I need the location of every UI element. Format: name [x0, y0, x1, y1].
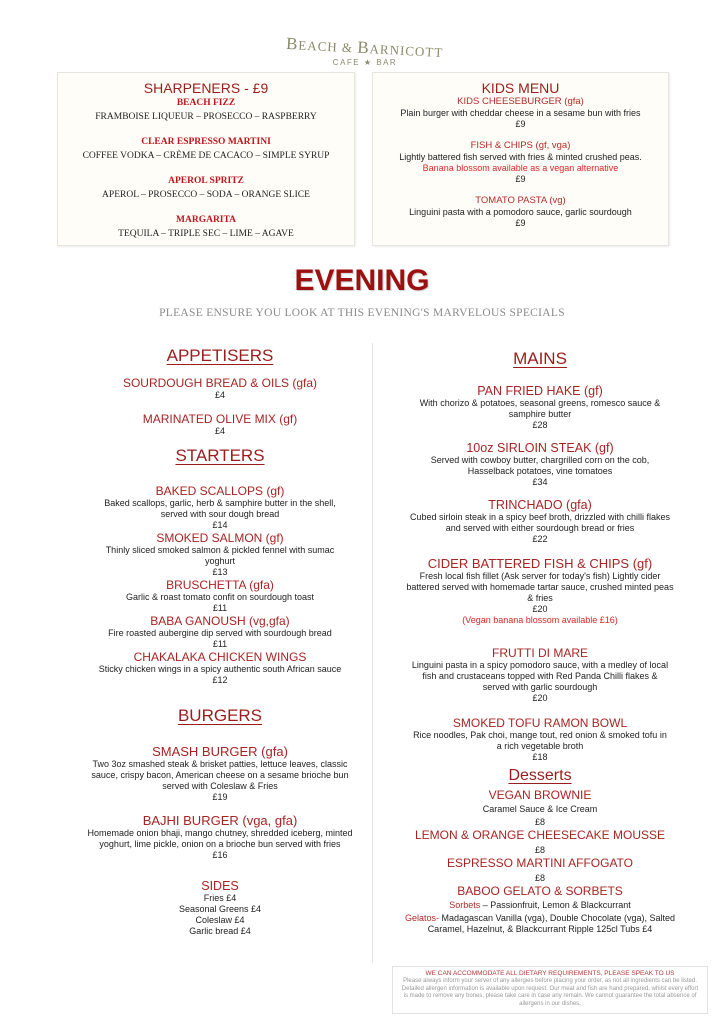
desserts-title: Desserts [508, 767, 572, 784]
drink-name: CLEAR ESPRESSO MARTINI [141, 137, 271, 147]
drink-name: MARGARITA [176, 215, 236, 225]
dessert-name: LEMON & ORANGE CHEESECAKE MOUSSE [414, 828, 666, 842]
kids-item-vegan-note: Banana blossom available as a vegan alternative [422, 163, 619, 173]
menu-item-name: CIDER BATTERED FISH & CHIPS (gf) [427, 556, 653, 571]
dessert-desc: Caramel Sauce & Ice Cream [482, 804, 598, 814]
drink-desc: TEQUILA – TRIPLE SEC – LIME – AGAVE [118, 229, 294, 239]
menu-item-price: £14 [212, 520, 228, 530]
kids-item-price: £9 [515, 119, 526, 129]
kids-item-desc: Lightly battered fish served with fries & minted crushed peas. [399, 152, 642, 162]
kids-item-price: £9 [515, 174, 526, 184]
evening-subtitle: PLEASE ENSURE YOU LOOK AT THIS EVENING'S MARVELOUS SPECIALS [159, 307, 565, 319]
sorbets-text: – Passionfruit, Lemon & Blackcurrant [480, 900, 631, 910]
menu-item-price: £19 [212, 792, 228, 802]
gelatos-label: Gelatos- [405, 913, 440, 923]
menu-item-name: BRUSCHETTA (gfa) [166, 578, 274, 592]
allergy-notice-title: WE CAN ACCOMMODATE ALL DIETARY REQUIREMENTS, PLEASE SPEAK TO US [425, 970, 675, 977]
drink-desc: APEROL – PROSECCO – SODA – ORANGE SLICE [102, 190, 310, 200]
menu-item-price: £16 [212, 850, 228, 860]
menu-item-name: MARINATED OLIVE MIX (gf) [142, 412, 298, 426]
kids-item-desc: Linguini pasta with a pomodoro sauce, garlic sourdough [409, 207, 632, 217]
kids-menu-title: KIDS MENU [481, 80, 560, 96]
menu-item-vegan-note: (Vegan banana blossom available £16) [462, 615, 618, 625]
sorbets-label: Sorbets [449, 900, 481, 910]
side-item: Seasonal Greens £4 [178, 904, 262, 914]
menu-item-price: £13 [212, 567, 228, 577]
allergy-notice [392, 966, 708, 1014]
left-column [70, 346, 370, 937]
evening-title: EVENING [294, 264, 430, 297]
menu-item-name: BABA GANOUSH (vg,gfa) [150, 614, 290, 628]
kids-item-name: TOMATO PASTA (vg) [475, 195, 566, 206]
side-item: Coleslaw £4 [195, 915, 245, 925]
menu-item-desc: Two 3oz smashed steak & brisket patties, lettuce leaves, classic sauce, crispy bacon, American cheese on a sesame brioche bun served with Coleslaw & Fries [91, 759, 349, 791]
menu-item-desc: Rice noodles, Pak choi, mange tout, red onion & smoked tofu in a rich vegetable broth [413, 730, 667, 751]
logo-subtitle: CAFE ★ BAR [332, 58, 398, 67]
kids-item-name: FISH & CHIPS (gf, vga) [470, 140, 571, 151]
starters-title: STARTERS [175, 446, 265, 465]
menu-item-desc: Homemade onion bhaji, mango chutney, shredded iceberg, minted yoghurt, lime pickle, onion on a brioche bun served with fries [87, 828, 353, 849]
drink-name: BEACH FIZZ [176, 98, 236, 108]
gelatos-text: Madagascan Vanilla (vga), Double Chocolate (vga), Salted Caramel, Hazelnut, & Blackcurrant Ripple 125cl Tubs £4 [427, 913, 675, 934]
menu-item-name: CHAKALAKA CHICKEN WINGS [133, 650, 307, 664]
menu-item-name: BAJHI BURGER (vga, gfa) [142, 813, 298, 828]
menu-item-price: £34 [532, 477, 548, 487]
side-item: Fries £4 [203, 893, 237, 903]
menu-item-desc: Fire roasted aubergine dip served with sourdough bread [108, 628, 332, 638]
menu-item-price: £22 [532, 534, 548, 544]
drink-desc: FRAMBOISE LIQUEUR – PROSECCO – RASPBERRY [95, 112, 317, 122]
menu-item-name: TRINCHADO (gfa) [488, 498, 592, 512]
menu-item-price: £11 [212, 639, 228, 649]
gelatos-line [390, 913, 690, 935]
menu-item-price: £4 [214, 390, 225, 400]
menu-item-desc: Cubed sirloin steak in a spicy beef broth, drizzled with chilli flakes and served with either sourdough bread or fries [409, 512, 671, 533]
allergy-notice-text: Please always inform your server of any allergies before placing your order, as not all ingredients can be listed. Detailed allergen information is available upon request. Our meat and fish are hand prepared, whilst every effort is made to remove any bones, please take care in case any remain. We cannot guarantee the total absence of allergens in our dishes. [401, 978, 699, 1007]
menu-item-desc: Garlic & roast tomato confit on sourdough toast [125, 592, 315, 602]
dessert-price: £8 [534, 817, 545, 827]
menu-item-name: FRUTTI DI MARE [492, 646, 588, 660]
dessert-name: BABOO GELATO & SORBETS [457, 884, 623, 898]
menu-item-name: SMOKED TOFU RAMON BOWL [452, 716, 628, 730]
menu-item-name: 10oz SIRLOIN STEAK (gf) [466, 441, 614, 455]
menu-item-price: £28 [532, 420, 548, 430]
menu-item-name: SOURDOUGH BREAD & OILS (gfa) [122, 376, 318, 390]
drink-name: APEROL SPRITZ [168, 176, 244, 186]
logo-brand: BEACH & BARNICOTT [285, 33, 444, 61]
sorbets-line [390, 900, 690, 911]
menu-item-name: PAN FRIED HAKE (gf) [477, 384, 603, 398]
right-column [390, 349, 690, 935]
menu-item-name: SMASH BURGER (gfa) [152, 744, 288, 759]
kids-item-price: £9 [515, 218, 526, 228]
menu-item-desc: Thinly sliced smoked salmon & pickled fennel with sumac yoghurt [105, 545, 335, 566]
mains-title: MAINS [513, 349, 567, 368]
menu-item-price: £4 [214, 426, 225, 436]
menu-item-desc: Served with cowboy butter, chargrilled corn on the cob, Hasselback potatoes, vine tomatoes [430, 455, 650, 476]
kids-item-desc: Plain burger with cheddar cheese in a sesame bun with fries [400, 108, 641, 118]
side-item: Garlic bread £4 [189, 926, 251, 936]
menu-item-desc: Baked scallops, garlic, herb & samphire butter in the shell, served with sour dough bread [104, 498, 336, 519]
menu-item-price: £20 [532, 693, 548, 703]
dessert-price: £8 [534, 845, 545, 855]
menu-item-name: BAKED SCALLOPS (gf) [155, 484, 285, 498]
kids-item-name: KIDS CHEESEBURGER (gfa) [457, 96, 584, 107]
sharpeners-title: SHARPENERS - £9 [143, 80, 269, 96]
column-divider [372, 343, 373, 963]
burgers-title: BURGERS [177, 706, 263, 725]
drink-desc: COFFEE VODKA – CRÈME DE CACACO – SIMPLE SYRUP [82, 151, 330, 161]
menu-item-price: £18 [532, 752, 548, 762]
menu-item-desc: Fresh local fish fillet (Ask server for today's fish) Lightly cider battered served with homemade tartar sauce, crushed minted peas & fries [406, 571, 674, 603]
menu-item-price: £11 [212, 603, 228, 613]
dessert-name: VEGAN BROWNIE [488, 788, 592, 802]
menu-item-price: £20 [532, 604, 548, 614]
dessert-price: £8 [534, 873, 545, 883]
menu-item-desc: Sticky chicken wings in a spicy authentic south African sauce [98, 664, 342, 674]
kids-menu-box [372, 72, 669, 246]
menu-item-name: SMOKED SALMON (gf) [156, 531, 284, 545]
logo [280, 33, 450, 74]
menu-item-desc: With chorizo & potatoes, seasonal greens, romesco sauce & samphire butter [419, 398, 661, 419]
appetisers-title: APPETISERS [166, 346, 274, 365]
dessert-name: ESPRESSO MARTINI AFFOGATO [446, 856, 634, 870]
menu-item-price: £12 [212, 675, 228, 685]
sides-title: SIDES [201, 879, 239, 893]
sharpeners-box [57, 72, 355, 246]
menu-item-desc: Linguini pasta in a spicy pomodoro sauce, with a medley of local fish and crustaceans topped with Red Panda Chilli flakes & served with garlic sourdough [411, 660, 669, 692]
